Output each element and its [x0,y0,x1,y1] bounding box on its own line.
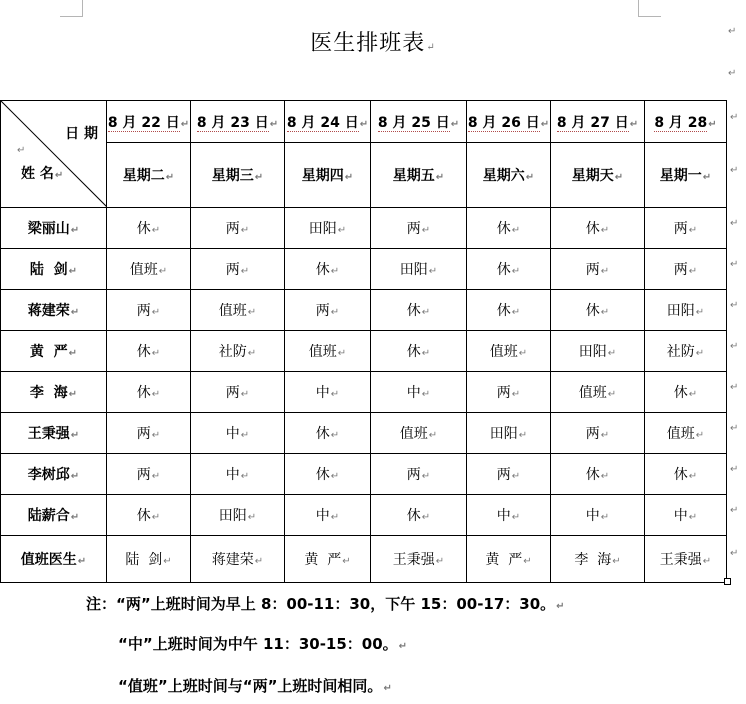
shift-text: 中 [406,385,421,401]
page-corner-mark-right [638,0,661,17]
cell-end-mark-icon: ↵ [269,118,279,130]
shift-text: 田阳 [489,426,518,442]
duty-doctor-cell [107,536,191,583]
shift-cell [645,413,727,454]
shift-text: 两 [225,221,240,237]
shift-cell [371,413,467,454]
cell-end-mark-icon: ↵ [525,172,535,183]
cell-end-mark-icon: ↵ [70,307,80,318]
shift-cell [107,208,191,249]
shift-text: 两 [406,467,421,483]
shift-cell [191,413,285,454]
cell-end-mark-icon: ↵ [600,266,610,277]
cell-end-mark-icon: ↵ [600,512,610,523]
weekday-text: 星期五 [392,168,435,184]
note-line-3: “值班”上班时间与“两”上班时间相同。↵ [118,677,392,695]
shift-text: 田阳 [666,303,695,319]
cell-end-mark-icon: ↵ [330,430,340,441]
duty-doctor-cell [467,536,551,583]
row-end-mark-icon: ↵ [730,218,739,229]
shift-cell [107,413,191,454]
cell-end-mark-icon: ↵ [600,307,610,318]
cell-end-mark-icon: ↵ [254,172,264,183]
date-text: 8 月 23 日 [196,114,269,131]
shift-cell [107,249,191,290]
shift-cell [191,331,285,372]
weekday-text: 星期六 [482,168,525,184]
header-corner-cell [1,101,107,208]
doctor-name-cell [1,331,107,372]
shift-text: 值班 [218,303,247,319]
cell-end-mark-icon: ↵ [77,556,87,567]
cell-end-mark-icon: ↵ [688,389,698,400]
cell-end-mark-icon: ↵ [612,556,621,567]
weekday-text: 星期三 [211,168,254,184]
duty-doctor-cell [551,536,645,583]
row-end-mark-icon: ↵ [730,300,739,311]
shift-text: 休 [136,221,151,237]
shift-cell [107,372,191,413]
shift-text: 休 [496,221,511,237]
shift-cell [285,290,371,331]
date-header-cell [285,101,371,143]
row-end-mark-icon: ↵ [730,259,739,270]
shift-text: 田阳 [308,221,337,237]
date-header-cell [467,101,551,143]
cell-end-mark-icon: ↵ [68,348,78,359]
shift-cell [191,249,285,290]
table-row [1,290,727,331]
cell-end-mark-icon: ↵ [688,512,698,523]
weekday-header-cell [107,143,191,208]
cell-end-mark-icon: ↵ [421,225,431,236]
weekday-header-cell [191,143,285,208]
table-row [1,454,727,495]
cell-end-mark-icon: ↵ [151,225,161,236]
cell-end-mark-icon: ↵ [435,556,445,567]
doctor-name: 梁丽山 [27,221,70,237]
row-end-mark-icon: ↵ [730,165,739,176]
shift-text: 中 [225,426,240,442]
shift-cell [285,208,371,249]
shift-cell [371,454,467,495]
cell-end-mark-icon: ↵ [70,512,80,523]
shift-cell [107,495,191,536]
shift-cell [285,249,371,290]
cell-end-mark-icon: ↵ [151,512,161,523]
shift-cell [551,372,645,413]
shift-cell [645,290,727,331]
date-text: 8 月 27 日 [556,114,629,131]
shift-text: 休 [673,385,688,401]
weekday-header-cell [645,143,727,208]
shift-cell [371,372,467,413]
shift-cell [551,495,645,536]
date-header-cell [371,101,467,143]
shift-text: 两 [315,303,330,319]
cell-end-mark-icon: ↵ [600,225,610,236]
shift-cell [467,249,551,290]
duty-doctor-name: 陆 剑 [125,552,163,568]
shift-text: 休 [136,344,151,360]
cell-end-mark-icon: ↵ [428,430,438,441]
cell-end-mark-icon: ↵ [688,471,698,482]
shift-cell [371,495,467,536]
row-end-mark-icon: ↵ [730,112,739,123]
cell-end-mark-icon: ↵ [511,471,521,482]
cell-end-mark-icon: ↵ [151,471,161,482]
date-header-cell [551,101,645,143]
duty-row [1,536,727,583]
cell-end-mark-icon: ↵ [70,471,80,482]
cell-end-mark-icon: ↵ [240,389,250,400]
shift-cell [551,413,645,454]
paragraph-mark-icon: ↵ [17,145,26,156]
date-header-label: 日 期 [65,126,98,142]
cell-end-mark-icon: ↵ [247,307,257,318]
duty-doctor-cell [371,536,467,583]
cell-end-mark-icon: ↵ [688,225,698,236]
cell-end-mark-icon: ↵ [151,307,161,318]
doctor-name-cell [1,454,107,495]
cell-end-mark-icon: ↵ [607,389,617,400]
cell-end-mark-icon: ↵ [330,389,340,400]
shift-cell [467,372,551,413]
shift-cell [107,290,191,331]
paragraph-mark-icon: ↵ [728,68,737,79]
shift-cell [107,454,191,495]
date-text: 8 月 24 日 [286,114,359,131]
shift-cell [191,495,285,536]
weekday-header-cell [371,143,467,208]
paragraph-mark-icon: ↵ [728,26,737,37]
cell-end-mark-icon: ↵ [421,389,431,400]
shift-text: 两 [496,467,511,483]
shift-cell [285,495,371,536]
shift-text: 值班 [129,262,158,278]
cell-end-mark-icon: ↵ [600,430,610,441]
shift-cell [285,331,371,372]
cell-end-mark-icon: ↵ [158,266,168,277]
cell-end-mark-icon: ↵ [247,512,257,523]
cell-end-mark-icon: ↵ [240,266,250,277]
cell-end-mark-icon: ↵ [702,556,712,567]
shift-text: 两 [136,303,151,319]
doctor-name: 李 海 [29,385,68,401]
duty-label-cell [1,536,107,583]
date-text: 8 月 28 [654,114,708,131]
schedule-table [0,100,727,583]
table-row [1,249,727,290]
shift-text: 休 [136,385,151,401]
shift-cell [191,290,285,331]
shift-cell [285,454,371,495]
shift-text: 中 [315,508,330,524]
table-row [1,495,727,536]
cell-end-mark-icon: ↵ [511,307,521,318]
shift-text: 田阳 [578,344,607,360]
shift-text: 休 [406,508,421,524]
cell-end-mark-icon: ↵ [518,430,528,441]
cell-end-mark-icon: ↵ [163,556,172,567]
duty-doctor-name: 王秉强 [659,552,702,568]
weekday-row [1,143,727,208]
cell-end-mark-icon: ↵ [607,348,617,359]
date-header-cell [645,101,727,143]
cell-end-mark-icon: ↵ [359,118,369,130]
cell-end-mark-icon: ↵ [421,512,431,523]
shift-text: 休 [496,303,511,319]
weekday-header-cell [551,143,645,208]
cell-end-mark-icon: ↵ [330,266,340,277]
cell-end-mark-icon: ↵ [337,225,347,236]
cell-end-mark-icon: ↵ [518,348,528,359]
cell-end-mark-icon: ↵ [337,348,347,359]
doctor-name-cell [1,413,107,454]
shift-text: 中 [496,508,511,524]
shift-text: 两 [136,426,151,442]
shift-text: 中 [585,508,600,524]
shift-text: 田阳 [218,508,247,524]
cell-end-mark-icon: ↵ [240,471,250,482]
cell-end-mark-icon: ↵ [342,556,351,567]
row-end-mark-icon: ↵ [730,382,739,393]
duty-doctor-name: 蒋建荣 [211,552,254,568]
duty-doctor-name: 黄 严 [485,552,523,568]
shift-text: 值班 [489,344,518,360]
cell-end-mark-icon: ↵ [421,348,431,359]
cell-end-mark-icon: ↵ [151,348,161,359]
shift-cell [551,208,645,249]
shift-text: 田阳 [399,262,428,278]
cell-end-mark-icon: ↵ [70,225,80,236]
cell-end-mark-icon: ↵ [695,348,705,359]
shift-cell [645,372,727,413]
doctor-name-cell [1,208,107,249]
shift-text: 两 [585,426,600,442]
shift-text: 休 [406,344,421,360]
cell-end-mark-icon: ↵ [344,172,354,183]
shift-text: 两 [673,262,688,278]
shift-cell [551,331,645,372]
shift-cell [285,413,371,454]
note-line-2: “中”上班时间为中午 11：30-15：00。↵ [118,635,408,653]
doctor-name: 黄 严 [29,344,68,360]
shift-text: 两 [225,262,240,278]
shift-cell [467,208,551,249]
shift-cell [191,372,285,413]
shift-text: 两 [406,221,421,237]
cell-end-mark-icon: ↵ [600,471,610,482]
duty-doctor-cell [645,536,727,583]
shift-text: 中 [225,467,240,483]
cell-end-mark-icon: ↵ [70,430,80,441]
doctor-name: 陆薪合 [27,508,70,524]
cell-end-mark-icon: ↵ [254,556,264,567]
duty-doctor-name: 黄 严 [304,552,342,568]
cell-end-mark-icon: ↵ [240,430,250,441]
shift-cell [551,454,645,495]
table-row [1,208,727,249]
cell-end-mark-icon: ↵ [695,430,705,441]
shift-text: 两 [496,385,511,401]
cell-end-mark-icon: ↵ [708,118,717,130]
weekday-header-cell [285,143,371,208]
shift-text: 中 [315,385,330,401]
row-end-mark-icon: ↵ [730,548,739,559]
cell-end-mark-icon: ↵ [511,389,521,400]
cell-end-mark-icon: ↵ [240,225,250,236]
shift-cell [645,208,727,249]
doctor-name-cell [1,495,107,536]
shift-text: 休 [673,467,688,483]
duty-doctor-cell [285,536,371,583]
shift-text: 休 [585,221,600,237]
shift-cell [371,208,467,249]
shift-text: 两 [673,221,688,237]
doctor-name: 王秉强 [27,426,70,442]
row-end-mark-icon: ↵ [730,464,739,475]
duty-label: 值班医生 [20,552,77,568]
shift-text: 休 [315,426,330,442]
paragraph-mark-icon: ↵ [426,42,436,53]
date-header-cell [191,101,285,143]
cell-end-mark-icon: ↵ [511,512,521,523]
cell-end-mark-icon: ↵ [695,307,705,318]
shift-cell [371,290,467,331]
table-row [1,413,727,454]
doctor-name-cell [1,372,107,413]
doctor-name: 李树邱 [27,467,70,483]
shift-text: 两 [585,262,600,278]
cell-end-mark-icon: ↵ [68,266,78,277]
shift-text: 值班 [578,385,607,401]
shift-cell [191,208,285,249]
doctor-name: 蒋建荣 [27,303,70,319]
cell-end-mark-icon: ↵ [435,172,445,183]
duty-doctor-name: 李 海 [574,552,612,568]
shift-cell [191,454,285,495]
cell-end-mark-icon: ↵ [523,556,532,567]
cell-end-mark-icon: ↵ [151,389,161,400]
row-end-mark-icon: ↵ [730,341,739,352]
shift-cell [645,495,727,536]
shift-text: 社防 [218,344,247,360]
shift-text: 两 [225,385,240,401]
shift-text: 休 [315,262,330,278]
shift-text: 休 [496,262,511,278]
shift-text: 休 [585,467,600,483]
cell-end-mark-icon: ↵ [247,348,257,359]
cell-end-mark-icon: ↵ [330,512,340,523]
shift-text: 值班 [666,426,695,442]
doctor-name: 陆 剑 [29,262,68,278]
cell-end-mark-icon: ↵ [511,225,521,236]
shift-cell [467,495,551,536]
cell-end-mark-icon: ↵ [511,266,521,277]
document-title: 医生排班表↵ [310,31,436,56]
date-text: 8 月 22 日 [107,114,180,131]
shift-cell [467,331,551,372]
table-row [1,331,727,372]
table-row [1,372,727,413]
cell-end-mark-icon: ↵ [68,389,78,400]
cell-end-mark-icon: ↵ [180,118,190,130]
cell-end-mark-icon: ↵ [330,307,340,318]
cell-end-mark-icon: ↵ [330,471,340,482]
shift-text: 社防 [666,344,695,360]
cell-end-mark-icon: ↵ [151,430,161,441]
shift-cell [645,331,727,372]
doctor-name-cell [1,290,107,331]
weekday-text: 星期天 [571,168,614,184]
table-resize-handle[interactable] [724,578,731,585]
note-line-1: 注：“两”上班时间为早上 8：00-11：30，下午 15：00-17：30。↵ [86,595,565,613]
cell-end-mark-icon: ↵ [428,266,438,277]
date-text: 8 月 25 日 [377,114,450,131]
cell-end-mark-icon: ↵ [629,118,639,130]
name-header-label: 姓 名↵ [21,166,64,182]
doctor-name-cell [1,249,107,290]
shift-cell [371,331,467,372]
shift-cell [645,454,727,495]
date-text: 8 月 26 日 [467,114,540,131]
duty-doctor-name: 王秉强 [392,552,435,568]
shift-cell [645,249,727,290]
cell-end-mark-icon: ↵ [702,172,712,183]
shift-cell [551,249,645,290]
shift-text: 休 [406,303,421,319]
shift-cell [285,372,371,413]
page-corner-mark-left [60,0,83,17]
shift-cell [467,290,551,331]
shift-cell [467,454,551,495]
cell-end-mark-icon: ↵ [450,118,460,130]
cell-end-mark-icon: ↵ [540,118,550,130]
shift-cell [551,290,645,331]
date-header-cell [107,101,191,143]
shift-cell [467,413,551,454]
row-end-mark-icon: ↵ [730,505,739,516]
shift-cell [371,249,467,290]
shift-text: 值班 [308,344,337,360]
cell-end-mark-icon: ↵ [165,172,175,183]
weekday-text: 星期一 [659,168,702,184]
cell-end-mark-icon: ↵ [421,471,431,482]
weekday-header-cell [467,143,551,208]
weekday-text: 星期二 [122,168,165,184]
weekday-text: 星期四 [301,168,344,184]
shift-text: 中 [673,508,688,524]
cell-end-mark-icon: ↵ [614,172,624,183]
shift-cell [107,331,191,372]
shift-text: 休 [585,303,600,319]
duty-doctor-cell [191,536,285,583]
shift-text: 值班 [399,426,428,442]
row-end-mark-icon: ↵ [730,423,739,434]
cell-end-mark-icon: ↵ [688,266,698,277]
shift-text: 休 [136,508,151,524]
shift-text: 两 [136,467,151,483]
shift-text: 休 [315,467,330,483]
cell-end-mark-icon: ↵ [421,307,431,318]
